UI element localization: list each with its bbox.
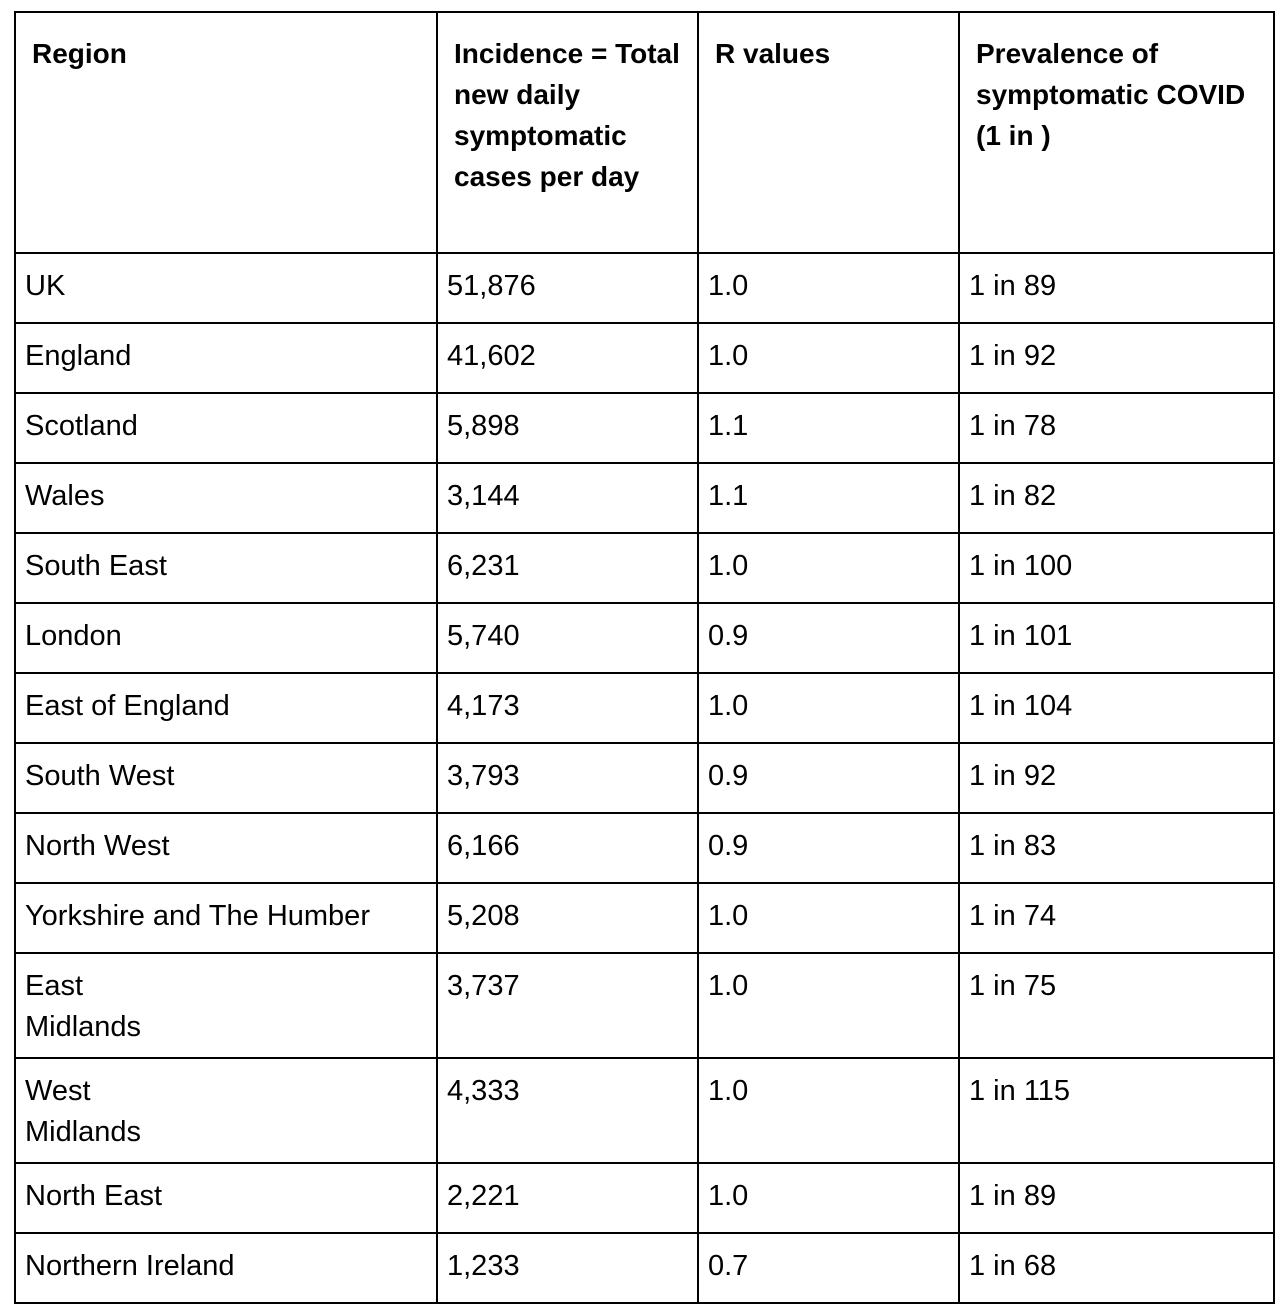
cell-incidence: 6,166	[437, 813, 698, 883]
cell-prevalence: 1 in 74	[959, 883, 1274, 953]
table-header-row	[15, 12, 1274, 253]
cell-prevalence: 1 in 92	[959, 743, 1274, 813]
cell-prevalence: 1 in 89	[959, 1163, 1274, 1233]
cell-region: East Midlands	[15, 953, 437, 1058]
table-row	[15, 1233, 1274, 1303]
table-row	[15, 603, 1274, 673]
cell-region: West Midlands	[15, 1058, 437, 1163]
cell-r-value: 1.1	[698, 393, 959, 463]
cell-prevalence: 1 in 68	[959, 1233, 1274, 1303]
cell-region: Scotland	[15, 393, 437, 463]
table-row	[15, 253, 1274, 323]
cell-incidence: 4,333	[437, 1058, 698, 1163]
cell-r-value: 1.0	[698, 1163, 959, 1233]
cell-incidence: 2,221	[437, 1163, 698, 1233]
cell-region: Wales	[15, 463, 437, 533]
covid-regional-table	[14, 11, 1275, 1304]
cell-incidence: 1,233	[437, 1233, 698, 1303]
header-r-values: R values	[698, 12, 959, 253]
cell-prevalence: 1 in 75	[959, 953, 1274, 1058]
cell-region: London	[15, 603, 437, 673]
cell-incidence: 3,793	[437, 743, 698, 813]
cell-region: South West	[15, 743, 437, 813]
cell-incidence: 3,737	[437, 953, 698, 1058]
table-row	[15, 813, 1274, 883]
cell-region: Yorkshire and The Humber	[15, 883, 437, 953]
header-region: Region	[15, 12, 437, 253]
cell-prevalence: 1 in 89	[959, 253, 1274, 323]
cell-region: East of England	[15, 673, 437, 743]
cell-incidence: 6,231	[437, 533, 698, 603]
cell-incidence: 5,898	[437, 393, 698, 463]
table-row	[15, 673, 1274, 743]
table-row	[15, 533, 1274, 603]
cell-region: UK	[15, 253, 437, 323]
cell-r-value: 0.9	[698, 603, 959, 673]
cell-prevalence: 1 in 104	[959, 673, 1274, 743]
cell-prevalence: 1 in 83	[959, 813, 1274, 883]
cell-region: Northern Ireland	[15, 1233, 437, 1303]
cell-incidence: 5,208	[437, 883, 698, 953]
table-row	[15, 953, 1274, 1058]
cell-r-value: 1.0	[698, 253, 959, 323]
cell-r-value: 1.0	[698, 673, 959, 743]
cell-r-value: 0.7	[698, 1233, 959, 1303]
cell-r-value: 0.9	[698, 813, 959, 883]
cell-incidence: 5,740	[437, 603, 698, 673]
cell-prevalence: 1 in 101	[959, 603, 1274, 673]
header-incidence: Incidence = Total new daily symptomatic cases per day	[437, 12, 698, 253]
cell-prevalence: 1 in 100	[959, 533, 1274, 603]
cell-incidence: 3,144	[437, 463, 698, 533]
cell-r-value: 1.0	[698, 953, 959, 1058]
header-prevalence: Prevalence of symptomatic COVID (1 in )	[959, 12, 1274, 253]
cell-prevalence: 1 in 115	[959, 1058, 1274, 1163]
cell-r-value: 1.0	[698, 883, 959, 953]
cell-prevalence: 1 in 82	[959, 463, 1274, 533]
cell-region: England	[15, 323, 437, 393]
cell-prevalence: 1 in 78	[959, 393, 1274, 463]
table-row	[15, 883, 1274, 953]
cell-region: South East	[15, 533, 437, 603]
table-row	[15, 463, 1274, 533]
table-row	[15, 1163, 1274, 1233]
table-row	[15, 1058, 1274, 1163]
cell-r-value: 0.9	[698, 743, 959, 813]
cell-incidence: 51,876	[437, 253, 698, 323]
cell-region: North East	[15, 1163, 437, 1233]
cell-prevalence: 1 in 92	[959, 323, 1274, 393]
cell-r-value: 1.0	[698, 1058, 959, 1163]
cell-r-value: 1.0	[698, 533, 959, 603]
table-row	[15, 323, 1274, 393]
cell-r-value: 1.0	[698, 323, 959, 393]
table-row	[15, 393, 1274, 463]
cell-incidence: 41,602	[437, 323, 698, 393]
cell-incidence: 4,173	[437, 673, 698, 743]
cell-r-value: 1.1	[698, 463, 959, 533]
table-row	[15, 743, 1274, 813]
cell-region: North West	[15, 813, 437, 883]
